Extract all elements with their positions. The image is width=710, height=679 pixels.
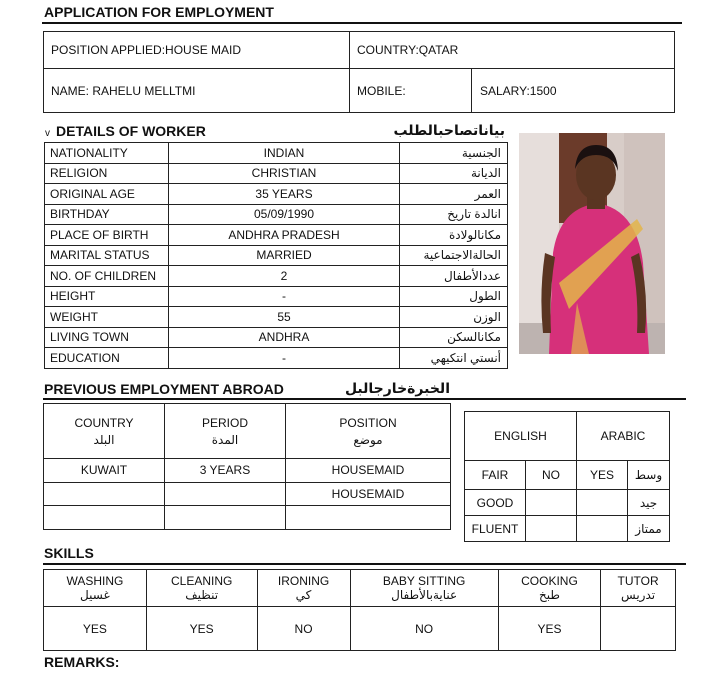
arabic-header: ARABIC [577,412,670,461]
previous-header [165,404,286,459]
skill-header [257,570,350,607]
previous-header-en: PERIOD [201,415,248,430]
previous-title: PREVIOUS EMPLOYMENT ABROAD [44,381,284,397]
english-level: NO [526,461,577,490]
previous-cell [286,506,451,530]
details-label: PLACE OF BIRTH [45,225,169,246]
fair-label: FAIR [465,461,526,490]
details-label: RELIGION [45,163,169,184]
details-label: NO. OF CHILDREN [45,266,169,287]
details-arabic-label: انالدة تاريخ [400,204,508,225]
good-english-cell [526,490,577,516]
details-value: CHRISTIAN [169,163,400,184]
details-value: 55 [169,307,400,328]
details-arabic-label: الديانة [400,163,508,184]
country: COUNTRY:QATAR [350,32,675,69]
skill-header [44,570,147,607]
skill-name-arabic: غسيل [80,588,110,602]
skill-name-arabic: طبخ [539,588,560,602]
details-row [45,184,508,205]
skill-value: NO [350,607,498,651]
name: NAME: RAHELU MELLTMI [44,69,350,113]
previous-row [44,506,451,530]
skill-name-arabic: عنايةبالأطفال [391,588,458,602]
details-value: ANDHRA PRADESH [169,225,400,246]
details-arabic-label: مكانالسكن [400,327,508,348]
arabic-level: YES [577,461,628,490]
previous-cell: HOUSEMAID [286,482,451,506]
previous-header-ar: موضع [353,432,383,447]
details-label: NATIONALITY [45,143,169,164]
worker-photo-illustration [519,133,665,354]
skill-name: BABY SITTING [382,574,466,588]
details-row [45,245,508,266]
details-arabic-label: العمر [400,184,508,205]
fair-arabic: وسط [628,461,670,490]
skill-name-arabic: كي [295,588,312,602]
previous-table [43,403,451,530]
skills-rule [43,563,686,565]
english-header: ENGLISH [465,412,577,461]
details-value: - [169,286,400,307]
skill-header [601,570,676,607]
position-applied: POSITION APPLIED:HOUSE MAID [44,32,350,69]
details-row [45,163,508,184]
details-title: DETAILS OF WORKER [56,123,206,139]
skill-value: NO [257,607,350,651]
skill-value: YES [498,607,600,651]
previous-cell: HOUSEMAID [286,459,451,483]
good-label: GOOD [465,490,526,516]
details-row [45,286,508,307]
worker-photo [519,133,665,354]
details-arabic-label: الطول [400,286,508,307]
previous-cell [44,482,165,506]
details-value: 2 [169,266,400,287]
skill-header [350,570,498,607]
skill-value [601,607,676,651]
skill-name: IRONING [277,574,330,588]
details-value: - [169,348,400,369]
skill-name: CLEANING [171,574,233,588]
details-row [45,143,508,164]
previous-header [286,404,451,459]
details-mark: v [45,128,50,139]
details-arabic-label: أنستي انتكيهي [400,348,508,369]
details-row [45,266,508,287]
skill-name-arabic: تدريس [621,588,656,602]
skill-value: YES [146,607,257,651]
details-table [44,142,508,369]
previous-row [44,482,451,506]
details-row [45,307,508,328]
details-arabic-label: الوزن [400,307,508,328]
skill-name-arabic: تنظيف [185,588,219,602]
mobile: MOBILE: [350,69,472,113]
fluent-arabic: ممتاز [628,516,670,542]
skill-header [498,570,600,607]
salary: SALARY:1500 [472,69,675,113]
details-arabic-label: عددالأطفال [400,266,508,287]
previous-cell: KUWAIT [44,459,165,483]
fluent-english-cell [526,516,577,542]
details-arabic-label: الجنسية [400,143,508,164]
page-title: APPLICATION FOR EMPLOYMENT [44,4,274,20]
previous-row [44,459,451,483]
details-row [45,204,508,225]
good-arabic: جيد [628,490,670,516]
skill-header [146,570,257,607]
details-row [45,327,508,348]
details-title-arabic: بياناتصاحبالطلب [393,122,505,138]
details-value: INDIAN [169,143,400,164]
details-row [45,225,508,246]
title-rule [42,22,682,24]
remarks-label: REMARKS: [44,654,120,670]
details-value: 05/09/1990 [169,204,400,225]
previous-header-ar: البلد [93,432,115,447]
skill-value: YES [44,607,147,651]
previous-header-ar: المدة [211,432,239,447]
skill-name: COOKING [521,574,578,588]
details-value: 35 YEARS [169,184,400,205]
previous-cell: 3 YEARS [165,459,286,483]
fluent-arabic-cell [577,516,628,542]
previous-cell [44,506,165,530]
previous-title-arabic: الخبرةخارجالبل [344,380,450,396]
skill-name: WASHING [66,574,124,588]
details-arabic-label: الحالةالاجتماعية [400,245,508,266]
details-label: HEIGHT [45,286,169,307]
details-arabic-label: مكانالولادة [400,225,508,246]
previous-cell [165,506,286,530]
details-label: BIRTHDAY [45,204,169,225]
previous-cell [165,482,286,506]
previous-header-en: POSITION [339,415,397,430]
header-table [43,31,675,113]
previous-header [44,404,165,459]
details-label: MARITAL STATUS [45,245,169,266]
details-value: MARRIED [169,245,400,266]
previous-header-en: COUNTRY [74,415,134,430]
details-label: LIVING TOWN [45,327,169,348]
details-row [45,348,508,369]
details-label: ORIGINAL AGE [45,184,169,205]
details-label: WEIGHT [45,307,169,328]
good-arabic-cell [577,490,628,516]
details-label: EDUCATION [45,348,169,369]
fluent-label: FLUENT [465,516,526,542]
details-value: ANDHRA [169,327,400,348]
previous-rule [43,398,686,400]
skill-name: TUTOR [617,574,659,588]
languages-table [464,411,670,542]
skills-table [43,569,676,651]
skills-title: SKILLS [44,545,94,561]
